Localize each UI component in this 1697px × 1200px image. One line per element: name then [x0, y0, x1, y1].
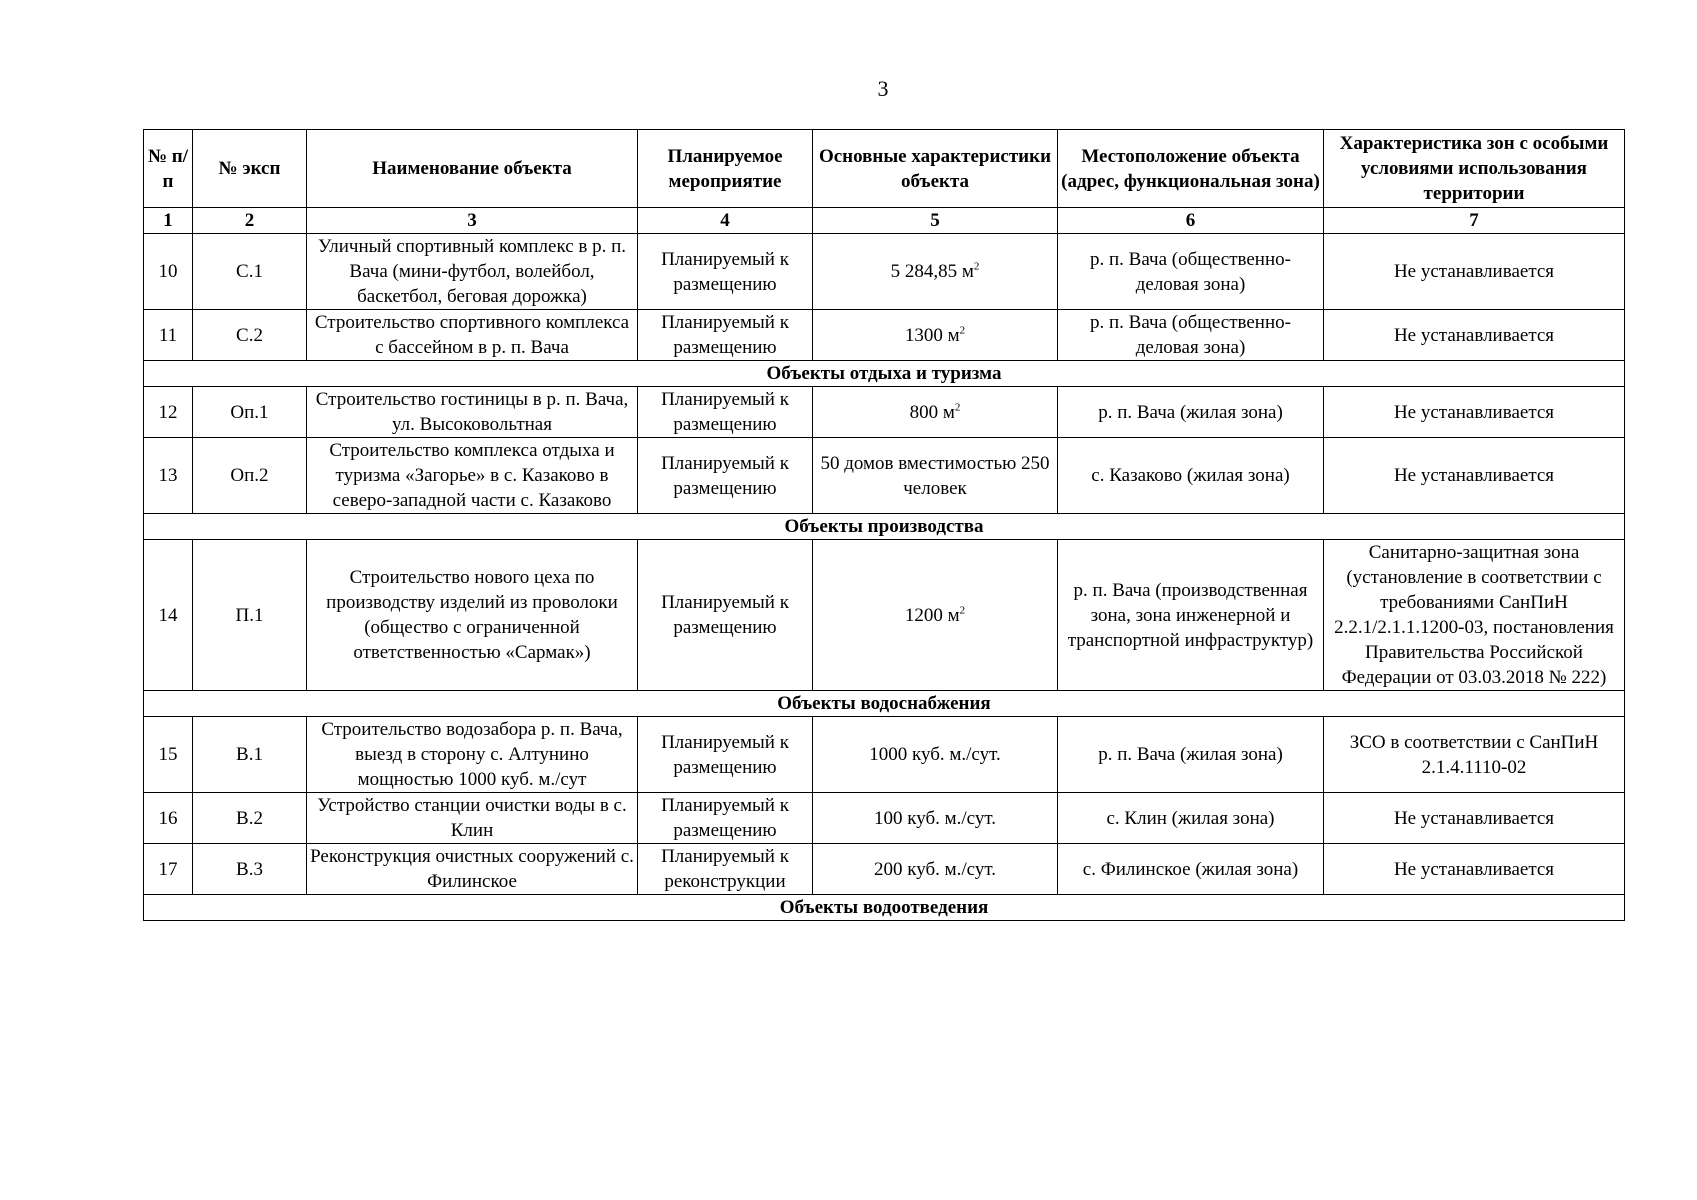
characteristics-value: 1200 м [904, 604, 960, 626]
planned-measure: Планируемый к реконструкции [638, 844, 813, 895]
object-characteristics [813, 540, 1058, 691]
header-cell: Планируемое мероприятие [638, 130, 813, 208]
header-cell: Наименование объекта [307, 130, 638, 208]
zone-characteristics: Не устанавливается [1324, 234, 1625, 310]
object-name: Устройство станции очистки воды в с. Клин [307, 793, 638, 844]
object-location: р. п. Вача (производственная зона, зона инженерной и транспортной инфраструктур) [1058, 540, 1324, 691]
object-characteristics [813, 844, 1058, 895]
object-location: р. п. Вача (общественно-деловая зона) [1058, 310, 1324, 361]
row-number: 13 [144, 438, 193, 514]
row-number: 15 [144, 717, 193, 793]
table-row [144, 387, 1625, 438]
planned-measure: Планируемый к размещению [638, 234, 813, 310]
characteristics-value: 100 куб. м./сут. [874, 807, 996, 829]
superscript: 2 [959, 324, 966, 337]
planned-measure: Планируемый к размещению [638, 438, 813, 514]
table-row [144, 310, 1625, 361]
zone-characteristics: Не устанавливается [1324, 387, 1625, 438]
zone-characteristics: Не устанавливается [1324, 844, 1625, 895]
section-heading: Объекты отдыха и туризма [144, 361, 1625, 387]
table-row [144, 234, 1625, 310]
page-number: 3 [877, 76, 889, 101]
object-name: Строительство комплекса отдыха и туризма «Загорье» в с. Казаково в северо-западной части с. Казаково [307, 438, 638, 514]
row-number: 12 [144, 387, 193, 438]
characteristics-value: 5 284,85 м [890, 261, 974, 282]
column-number: 2 [193, 208, 307, 234]
exp-number: С.2 [193, 310, 307, 361]
object-name: Строительство водозабора р. п. Вача, выезд в сторону с. Алтунино мощностью 1000 куб. м./сут [307, 717, 638, 793]
zone-characteristics: Не устанавливается [1324, 793, 1625, 844]
superscript: 2 [959, 604, 966, 617]
exp-number: С.1 [193, 234, 307, 310]
characteristics-value: 1000 куб. м./сут. [869, 744, 1001, 765]
header-cell: Характеристика зон с особыми условиями использования территории [1324, 130, 1625, 208]
exp-number: В.1 [193, 717, 307, 793]
characteristics-value: 800 м [909, 401, 955, 423]
characteristics-value: 200 куб. м./сут. [874, 858, 996, 880]
object-characteristics [813, 387, 1058, 438]
row-number: 17 [144, 844, 193, 895]
section-row [144, 895, 1625, 921]
exp-number: В.2 [193, 793, 307, 844]
table-row [144, 438, 1625, 514]
planned-measure: Планируемый к размещению [638, 540, 813, 691]
row-number: 14 [144, 540, 193, 691]
object-name: Реконструкция очистных сооружений с. Филинское [307, 844, 638, 895]
section-row [144, 514, 1625, 540]
zone-characteristics: Санитарно-защитная зона (установление в соответствии с требованиями СанПиН 2.2.1/2.1.1.1200-03, постановления Правительства Российской Федерации от 03.03.2018 № 222) [1324, 540, 1625, 691]
column-number: 6 [1058, 208, 1324, 234]
section-row [144, 361, 1625, 387]
column-number: 3 [307, 208, 638, 234]
object-characteristics [813, 310, 1058, 361]
section-row [144, 691, 1625, 717]
zone-characteristics: Не устанавливается [1324, 310, 1625, 361]
row-number: 16 [144, 793, 193, 844]
characteristics-value: 1300 м [904, 324, 960, 346]
objects-table [143, 129, 1625, 921]
exp-number: Оп.2 [193, 438, 307, 514]
planned-measure: Планируемый к размещению [638, 793, 813, 844]
object-characteristics [813, 438, 1058, 514]
object-name: Строительство спортивного комплекса с бассейном в р. п. Вача [307, 310, 638, 361]
object-characteristics [813, 793, 1058, 844]
exp-number: П.1 [193, 540, 307, 691]
zone-characteristics: ЗСО в соответствии с СанПиН 2.1.4.1110-02 [1324, 717, 1625, 793]
column-number: 7 [1324, 208, 1625, 234]
header-row [144, 130, 1625, 208]
object-name: Уличный спортивный комплекс в р. п. Вача (мини-футбол, волейбол, баскетбол, беговая дорожка) [307, 234, 638, 310]
object-location: с. Казаково (жилая зона) [1058, 438, 1324, 514]
object-location: р. п. Вача (общественно-деловая зона) [1058, 234, 1324, 310]
object-location: р. п. Вача (жилая зона) [1058, 387, 1324, 438]
header-cell: № п/п [144, 130, 193, 208]
column-number-row [144, 208, 1625, 234]
object-name: Строительство нового цеха по производству изделий из проволоки (общество с ограниченной ответственностью «Сармак») [307, 540, 638, 691]
planned-measure: Планируемый к размещению [638, 717, 813, 793]
table-row [144, 844, 1625, 895]
table-row [144, 540, 1625, 691]
object-location: с. Филинское (жилая зона) [1058, 844, 1324, 895]
object-characteristics [813, 234, 1058, 310]
header-cell: № эксп [193, 130, 307, 208]
section-heading: Объекты водоснабжения [144, 691, 1625, 717]
planned-measure: Планируемый к размещению [638, 387, 813, 438]
row-number: 11 [144, 310, 193, 361]
object-location: с. Клин (жилая зона) [1058, 793, 1324, 844]
superscript: 2 [973, 260, 980, 273]
exp-number: Оп.1 [193, 387, 307, 438]
object-characteristics [813, 717, 1058, 793]
superscript: 2 [954, 401, 961, 414]
object-name: Строительство гостиницы в р. п. Вача, ул. Высоковольтная [307, 387, 638, 438]
column-number: 5 [813, 208, 1058, 234]
header-cell: Местоположение объекта (адрес, функциональная зона) [1058, 130, 1324, 208]
table-row [144, 793, 1625, 844]
table-row [144, 717, 1625, 793]
row-number: 10 [144, 234, 193, 310]
section-heading: Объекты производства [144, 514, 1625, 540]
section-heading: Объекты водоотведения [144, 895, 1625, 921]
zone-characteristics: Не устанавливается [1324, 438, 1625, 514]
column-number: 1 [144, 208, 193, 234]
planned-measure: Планируемый к размещению [638, 310, 813, 361]
column-number: 4 [638, 208, 813, 234]
exp-number: В.3 [193, 844, 307, 895]
characteristics-value: 50 домов вместимостью 250 человек [820, 452, 1050, 499]
object-location: р. п. Вача (жилая зона) [1058, 717, 1324, 793]
header-cell: Основные характеристики объекта [813, 130, 1058, 208]
